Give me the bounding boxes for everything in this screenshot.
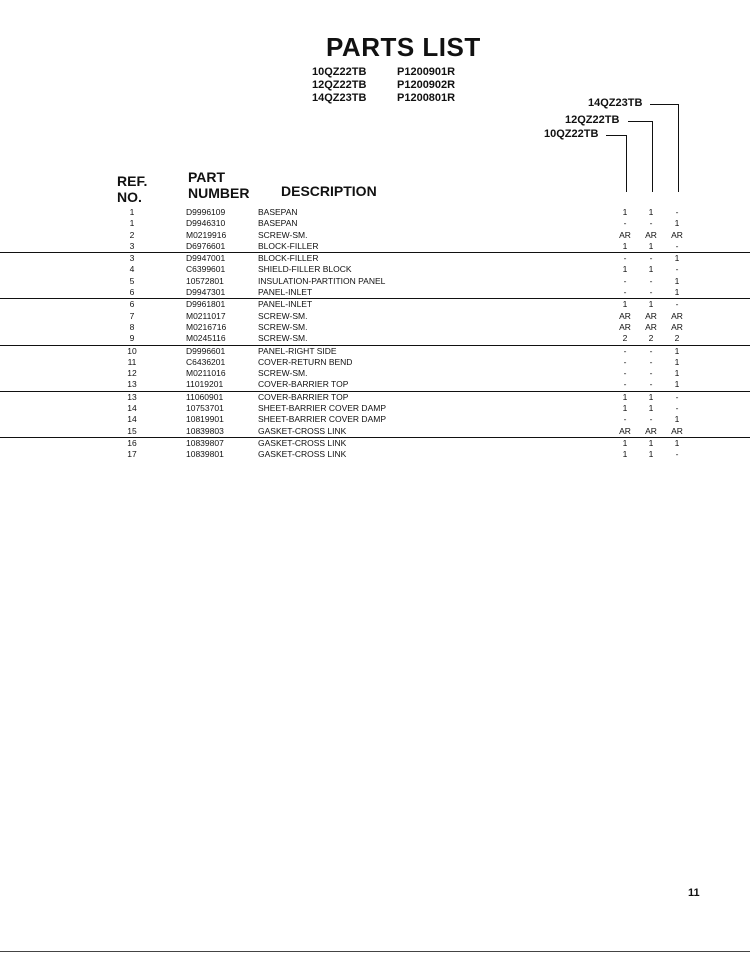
part-number: 10839803 <box>186 425 224 436</box>
description: PANEL-INLET <box>258 299 313 310</box>
part-number: M0211017 <box>186 310 226 321</box>
table-row <box>0 438 750 449</box>
description: BLOCK-FILLER <box>258 240 319 251</box>
table-row <box>0 346 750 357</box>
qty-10qz22tb: AR <box>619 229 631 240</box>
qty-10qz22tb: - <box>623 345 627 356</box>
model-code: P1200902R <box>397 79 456 91</box>
table-row <box>0 414 750 425</box>
ref-number: 14 <box>127 403 137 414</box>
qty-12qz22tb: - <box>649 379 653 390</box>
description: GASKET-CROSS LINK <box>258 425 347 436</box>
ref-number: 16 <box>127 437 137 448</box>
part-number: 10819901 <box>186 414 224 425</box>
header-text: REF. <box>117 173 148 189</box>
parts-table <box>0 207 750 461</box>
ref-number: 2 <box>129 229 135 240</box>
part-number-header <box>188 169 249 201</box>
qty-12qz22tb: - <box>649 218 653 229</box>
qty-10qz22tb: 1 <box>622 240 628 251</box>
ref-number: 4 <box>129 264 135 275</box>
qty-14qz23tb: AR <box>671 310 683 321</box>
table-row <box>0 207 750 218</box>
part-number: D9996601 <box>186 345 226 356</box>
qty-12qz22tb: 1 <box>648 240 654 251</box>
part-number: M0245116 <box>186 333 226 344</box>
qty-14qz23tb: 1 <box>674 345 680 356</box>
table-row <box>0 449 750 460</box>
qty-10qz22tb: 1 <box>622 449 628 460</box>
qty-14qz23tb: - <box>675 207 679 217</box>
qty-10qz22tb: - <box>623 287 627 298</box>
qty-12qz22tb: 1 <box>648 264 654 275</box>
model-code: P1200901R <box>397 66 456 78</box>
ref-number: 7 <box>129 310 135 321</box>
qty-10qz22tb: - <box>623 414 627 425</box>
part-number: M0216716 <box>186 321 227 332</box>
table-row <box>0 299 750 310</box>
leader-line <box>652 121 653 192</box>
table-row <box>0 311 750 322</box>
ref-number: 6 <box>129 287 135 298</box>
ref-number: 9 <box>129 333 135 344</box>
qty-14qz23tb: AR <box>671 229 683 240</box>
qty-14qz23tb: 1 <box>674 437 680 448</box>
description: GASKET-CROSS LINK <box>258 449 347 460</box>
part-number: D9946310 <box>186 218 226 229</box>
qty-14qz23tb: - <box>675 391 679 402</box>
qty-10qz22tb: 1 <box>622 391 628 402</box>
column-label-14qz23tb: 14QZ23TB <box>588 97 643 109</box>
part-number: D9947301 <box>186 287 226 298</box>
qty-12qz22tb: AR <box>645 229 657 240</box>
leader-line <box>606 135 626 136</box>
qty-10qz22tb: - <box>623 218 627 229</box>
qty-14qz23tb: 1 <box>674 218 680 229</box>
ref-number: 12 <box>127 368 137 379</box>
qty-14qz23tb: 1 <box>674 379 680 390</box>
part-number: C6399601 <box>186 264 226 275</box>
table-row <box>0 264 750 275</box>
description: BASEPAN <box>258 218 298 229</box>
qty-12qz22tb: 1 <box>648 207 654 217</box>
description: SHEET-BARRIER COVER DAMP <box>258 403 386 414</box>
qty-14qz23tb: AR <box>671 321 683 332</box>
ref-number: 13 <box>127 379 137 390</box>
description: BASEPAN <box>258 207 298 217</box>
part-number: 10753701 <box>186 403 224 414</box>
description: SCREW-SM. <box>258 368 308 379</box>
qty-14qz23tb: 2 <box>674 333 680 344</box>
ref-number: 3 <box>129 240 135 251</box>
ref-number: 17 <box>127 449 137 460</box>
table-row <box>0 379 750 391</box>
footer-rule <box>0 951 750 952</box>
model-row <box>312 66 455 79</box>
table-row <box>0 218 750 229</box>
part-number: 10839801 <box>186 449 224 460</box>
ref-number: 13 <box>127 391 137 402</box>
qty-12qz22tb: - <box>649 368 653 379</box>
description-header: DESCRIPTION <box>281 183 377 199</box>
qty-12qz22tb: - <box>649 287 653 298</box>
qty-14qz23tb: 1 <box>674 275 680 286</box>
qty-10qz22tb: 1 <box>622 207 628 217</box>
part-number: 11019201 <box>186 379 224 390</box>
ref-number: 5 <box>129 275 135 286</box>
description: SCREW-SM. <box>258 333 308 344</box>
qty-14qz23tb: - <box>675 240 679 251</box>
model-row <box>312 92 455 105</box>
qty-14qz23tb: - <box>675 264 679 275</box>
qty-14qz23tb: 1 <box>674 356 680 367</box>
description: GASKET-CROSS LINK <box>258 437 347 448</box>
table-row <box>0 368 750 379</box>
ref-number: 15 <box>127 425 137 436</box>
leader-line <box>650 104 678 105</box>
table-row <box>0 392 750 403</box>
table-row <box>0 333 750 345</box>
qty-12qz22tb: - <box>649 253 653 264</box>
qty-12qz22tb: AR <box>645 321 657 332</box>
part-number: M0211016 <box>186 368 226 379</box>
qty-10qz22tb: 2 <box>622 333 628 344</box>
ref-no-header <box>117 173 147 205</box>
table-row <box>0 403 750 414</box>
ref-number: 8 <box>129 321 135 332</box>
description: SCREW-SM. <box>258 310 308 321</box>
qty-10qz22tb: - <box>623 356 627 367</box>
description: SHEET-BARRIER COVER DAMP <box>258 414 386 425</box>
table-row <box>0 426 750 438</box>
description: PANEL-RIGHT SIDE <box>258 345 337 356</box>
ref-number: 10 <box>127 345 137 356</box>
qty-14qz23tb: - <box>675 299 679 310</box>
qty-12qz22tb: - <box>649 356 653 367</box>
qty-14qz23tb: - <box>675 449 679 460</box>
page-title: PARTS LIST <box>326 32 481 62</box>
description: SCREW-SM. <box>258 229 308 240</box>
table-row <box>0 230 750 241</box>
leader-line <box>628 121 652 122</box>
qty-12qz22tb: AR <box>645 310 657 321</box>
qty-14qz23tb: 1 <box>674 368 680 379</box>
table-row <box>0 322 750 333</box>
description: BLOCK-FILLER <box>258 253 319 264</box>
qty-10qz22tb: 1 <box>622 403 628 414</box>
qty-10qz22tb: AR <box>619 310 631 321</box>
qty-10qz22tb: - <box>623 379 627 390</box>
column-label-10qz22tb: 10QZ22TB <box>544 128 599 140</box>
qty-10qz22tb: - <box>623 253 627 264</box>
header-text: NUMBER <box>188 185 250 201</box>
ref-number: 1 <box>129 218 135 229</box>
table-row <box>0 357 750 368</box>
leader-line <box>626 135 627 192</box>
ref-number: 3 <box>129 253 135 264</box>
qty-10qz22tb: AR <box>619 321 631 332</box>
page-number: 11 <box>688 887 700 899</box>
qty-10qz22tb: - <box>623 368 627 379</box>
model-number: 10QZ22TB <box>312 66 367 78</box>
qty-10qz22tb: 1 <box>622 437 628 448</box>
ref-number: 6 <box>129 299 135 310</box>
qty-14qz23tb: 1 <box>674 253 680 264</box>
description: COVER-BARRIER TOP <box>258 391 349 402</box>
qty-14qz23tb: - <box>675 403 679 414</box>
description: COVER-RETURN BEND <box>258 356 353 367</box>
description: INSULATION-PARTITION PANEL <box>258 275 386 286</box>
qty-10qz22tb: - <box>623 275 627 286</box>
description: SCREW-SM. <box>258 321 308 332</box>
model-code: P1200801R <box>397 92 456 104</box>
qty-12qz22tb: 1 <box>648 403 654 414</box>
qty-12qz22tb: 1 <box>648 391 654 402</box>
qty-12qz22tb: - <box>649 345 653 356</box>
leader-line <box>678 104 679 192</box>
ref-number: 14 <box>127 414 137 425</box>
part-number: 10839807 <box>186 437 224 448</box>
part-number: 11060901 <box>186 391 224 402</box>
model-number: 14QZ23TB <box>312 92 367 104</box>
part-number: D9961801 <box>186 299 226 310</box>
model-number: 12QZ22TB <box>312 79 367 91</box>
description: PANEL-INLET <box>258 287 313 298</box>
description: SHIELD-FILLER BLOCK <box>258 264 352 275</box>
table-row <box>0 241 750 253</box>
model-row <box>312 79 455 92</box>
qty-12qz22tb: AR <box>645 425 657 436</box>
table-row <box>0 276 750 287</box>
part-number: 10572801 <box>186 275 224 286</box>
part-number: D6976601 <box>186 240 226 251</box>
qty-14qz23tb: AR <box>671 425 683 436</box>
part-number: M0219916 <box>186 229 227 240</box>
table-row <box>0 253 750 264</box>
qty-10qz22tb: AR <box>619 425 631 436</box>
qty-10qz22tb: 1 <box>622 264 628 275</box>
qty-12qz22tb: 1 <box>648 437 654 448</box>
ref-number: 1 <box>129 207 135 217</box>
ref-number: 11 <box>127 356 137 367</box>
header-text: NO. <box>117 189 142 205</box>
qty-12qz22tb: - <box>649 414 653 425</box>
qty-12qz22tb: - <box>649 275 653 286</box>
qty-12qz22tb: 1 <box>648 449 654 460</box>
model-list <box>312 66 455 105</box>
part-number: D9996109 <box>186 207 226 217</box>
table-row <box>0 287 750 299</box>
column-label-12qz22tb: 12QZ22TB <box>565 114 620 126</box>
qty-10qz22tb: 1 <box>622 299 628 310</box>
qty-12qz22tb: 1 <box>648 299 654 310</box>
qty-12qz22tb: 2 <box>648 333 654 344</box>
description: COVER-BARRIER TOP <box>258 379 349 390</box>
part-number: D9947001 <box>186 253 226 264</box>
header-text: PART <box>188 169 226 185</box>
qty-14qz23tb: 1 <box>674 287 680 298</box>
part-number: C6436201 <box>186 356 226 367</box>
qty-14qz23tb: 1 <box>674 414 680 425</box>
